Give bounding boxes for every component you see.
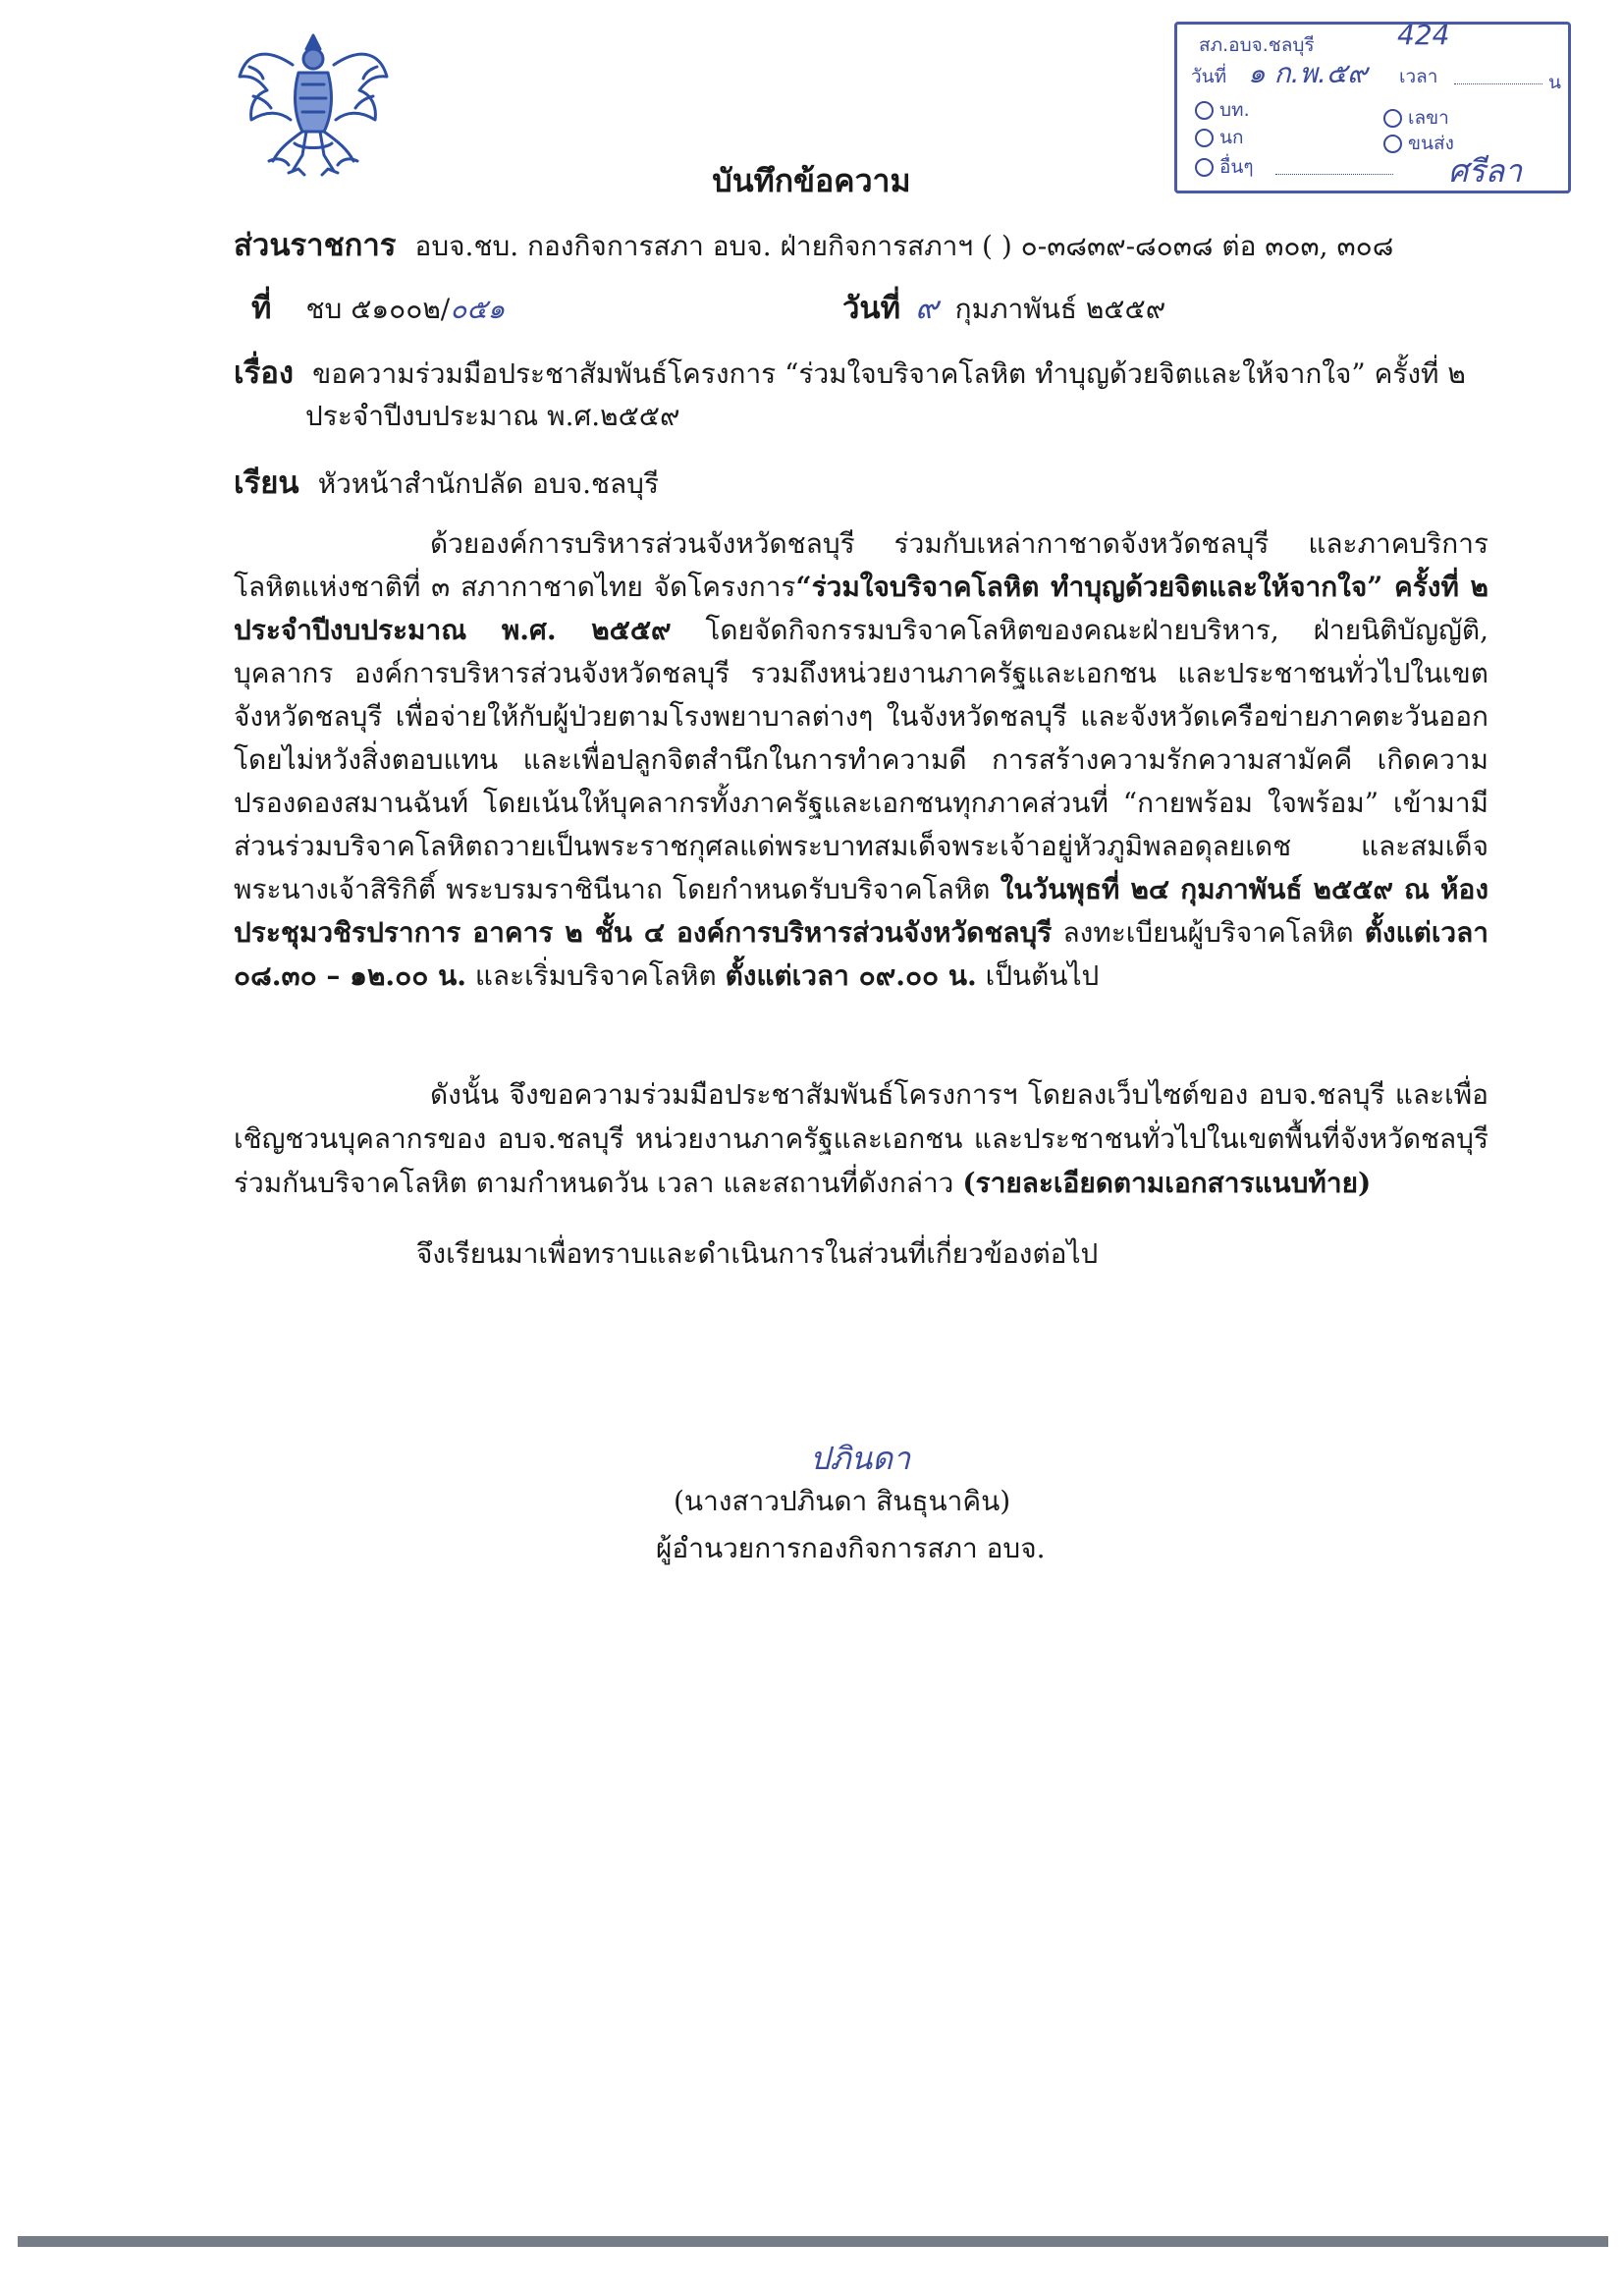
checkbox-circle-icon: [1195, 101, 1214, 120]
recipient-label: เรียน: [234, 465, 299, 501]
department-row: [234, 220, 1393, 269]
stamp-date-label: วันที่: [1191, 66, 1227, 87]
stamp-date-value: ๑ ก.พ.๕๙: [1248, 57, 1368, 89]
stamp-option-1: บท.: [1195, 95, 1250, 125]
signatory-position: ผู้อำนวยการกองกิจการสภา อบจ.: [656, 1532, 1046, 1564]
reference-row: [234, 283, 505, 332]
checkbox-circle-icon: [1195, 129, 1214, 147]
stamp-option-2: เลขา: [1383, 103, 1449, 133]
recipient-value: หัวหน้าสำนักปลัด อบจ.ชลบุรี: [317, 467, 659, 500]
department-label: ส่วนราชการ: [234, 228, 397, 263]
stamp-time-label: เวลา: [1399, 66, 1438, 87]
recipient-row: [234, 458, 659, 507]
stamp-signature: ศรีลา: [1448, 152, 1523, 190]
body-paragraph-2: ดังนั้น จึงขอความร่วมมือประชาสัมพันธ์โครงการฯ โดยลงเว็บไซต์ของ อบจ.ชลบุรี และเพื่อเชิญชวนบุคลากรของ อบจ.ชลบุรี หน่วยงานภาครัฐและเอกชน และประชาชนทั่วไปในเขตพื้นที่จังหวัดชลบุรี ร่วมกันบริจาคโลหิต ตามกำหนดวัน เวลา และสถานที่ดังกล่าว (รายละเอียดตามเอกสารแนบท้าย): [234, 1078, 1488, 1199]
stamp-option-3: นก: [1195, 123, 1244, 152]
footer-bar: [18, 2236, 1608, 2247]
closing-line: จึงเรียนมาเพื่อทราบและดำเนินการในส่วนที่เกี่ยวข้องต่อไป: [416, 1237, 1099, 1270]
subject-line-1: ขอความร่วมมือประชาสัมพันธ์โครงการ “ร่วมใจบริจาคโลหิต ทำบุญด้วยจิตและให้จากใจ” ครั้งที่ ๒: [312, 357, 1466, 390]
stamp-time-dots: [1454, 62, 1542, 84]
date-handwritten: ๙: [915, 289, 939, 326]
date-row: [842, 283, 1165, 333]
date-label: วันที่: [842, 291, 901, 326]
checkbox-circle-icon: [1383, 109, 1402, 128]
reference-handwritten: ๐๕๑: [450, 293, 506, 325]
memo-title: บันทึกข้อความ: [712, 162, 911, 199]
reference-label: ที่: [251, 291, 272, 326]
stamp-number: 424: [1397, 19, 1450, 51]
stamp-option-4: ขนส่ง: [1383, 129, 1454, 158]
stamp-time-unit: น: [1548, 72, 1561, 93]
handwritten-signature: ปภินดา: [810, 1440, 911, 1477]
subject-row: [234, 348, 1466, 397]
date-value: กุมภาพันธ์ ๒๕๕๙: [954, 293, 1166, 325]
stamp-org: สภ.อบจ.ชลบุรี: [1199, 34, 1315, 56]
department-value: อบจ.ชบ. กองกิจการสภา อบจ. ฝ่ายกิจการสภาฯ ( ) ๐-๓๘๓๙-๘๐๓๘ ต่อ ๓๐๓, ๓๐๘: [414, 230, 1394, 262]
signatory-name: (นางสาวปภินดา สินธุนาคิน): [674, 1485, 1011, 1517]
stamp-option-5: อื่นๆ: [1195, 152, 1254, 182]
body-paragraph-1: ด้วยองค์การบริหารส่วนจังหวัดชลบุรี ร่วมกับเหล่ากาชาดจังหวัดชลบุรี และภาคบริการโลหิตแห่งชาติที่ ๓ สภากาชาดไทย จัดโครงการ“ร่วมใจบริจาคโลหิต ทำบุญด้วยจิตและให้จากใจ” ครั้งที่ ๒ ประจำปีงบประมาณ พ.ศ. ๒๕๕๙ โดยจัดกิจกรรมบริจาคโลหิตของคณะฝ่ายบริหาร, ฝ่ายนิติบัญญัติ, บุคลากร องค์การบริหารส่วนจังหวัดชลบุรี รวมถึงหน่วยงานภาครัฐและเอกชน และประชาชนทั่วไปในเขตจังหวัดชลบุรี เพื่อจ่ายให้กับผู้ป่วยตามโรงพยาบาลต่างๆ ในจังหวัดชลบุรี และจังหวัดเครือข่ายภาคตะวันออก โดยไม่หวังสิ่งตอบแทน และเพื่อปลูกจิตสำนึกในการทำความดี การสร้างความรักความสามัคคี เกิดความปรองดองสมานฉันท์ โดยเน้นให้บุคลากรทั้งภาครัฐและเอกชนทุกภาคส่วนที่ “กายพร้อม ใจพร้อม” เข้ามามีส่วนร่วมบริจาคโลหิตถวายเป็นพระราชกุศลแด่พระบาทสมเด็จพระเจ้าอยู่หัวภูมิพลอดุลยเดช และสมเด็จพระนางเจ้าสิริกิติ์ พระบรมราชินีนาถ โดยกำหนดรับบริจาคโลหิต ในวันพุธที่ ๒๔ กุมภาพันธ์ ๒๕๕๙ ณ ห้องประชุมวชิรปราการ อาคาร ๒ ชั้น ๔ องค์การบริหารส่วนจังหวัดชลบุรี ลงทะเบียนผู้บริจาคโลหิต ตั้งแต่เวลา ๐๘.๓๐ – ๑๒.๐๐ น. และเริ่มบริจาคโลหิต ตั้งแต่เวลา ๐๙.๐๐ น. เป็นต้นไป: [234, 527, 1488, 992]
subject-label: เรื่อง: [234, 355, 295, 391]
subject-line-2: ประจำปีงบประมาณ พ.ศ.๒๕๕๙: [305, 400, 680, 432]
reference-value: ชบ ๕๑๐๐๒/: [305, 293, 451, 325]
checkbox-circle-icon: [1383, 135, 1402, 153]
